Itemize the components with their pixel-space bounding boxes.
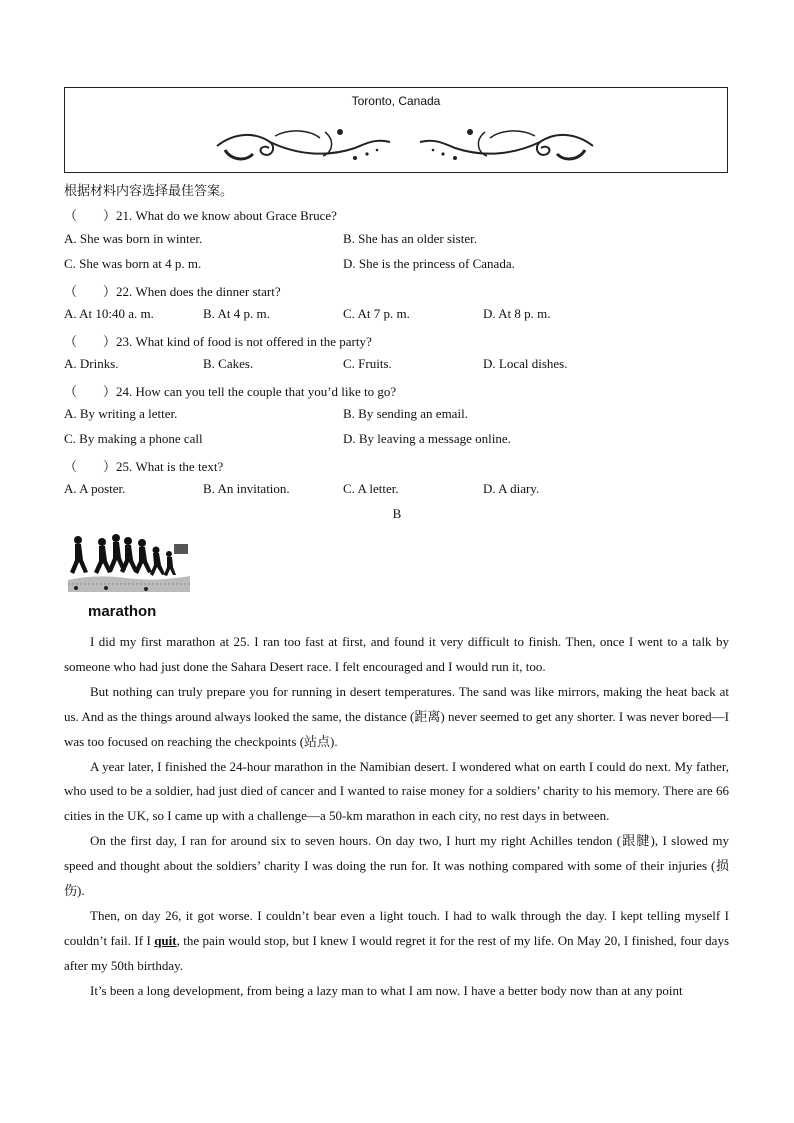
paragraph-5-part-a: Then, on day 26, it got worse. I couldn’t bear even a light touch. I had to walk through the day. I kept telling myself I couldn’t fail. If I xyxy=(64,907,729,948)
paragraph-4: On the first day, I ran for around six to seven hours. On day two, I hurt my right Achilles tendon (跟腱), I slowed my speed and thought about the soldiers’ charity I was doing the run for. It was nothing compared with some of their injuries (损伤). xyxy=(64,833,729,899)
question-23-stem: （ ）23. What kind of food is not offered in the party? xyxy=(64,334,372,349)
keyword-quit: quit xyxy=(154,932,177,948)
q22-option-a: A. At 10:40 a. m. xyxy=(64,306,154,321)
paragraph-5 xyxy=(64,904,729,979)
q23-option-c: C. Fruits. xyxy=(343,356,392,371)
paragraph-2: But nothing can truly prepare you for running in desert temperatures. The sand was like mirrors, making the heat back at us. And as the things around always looked the same, the distance (距离) never seemed to get any shorter. I was never bored—I was too focused on reaching the checkpoints (站点). xyxy=(64,683,729,749)
q23-option-b: B. Cakes. xyxy=(203,356,254,371)
q23-option-a: A. Drinks. xyxy=(64,356,119,371)
q22-option-c: C. At 7 p. m. xyxy=(343,306,410,321)
left-ornament-icon xyxy=(215,128,395,166)
q24-option-b: B. By sending an email. xyxy=(343,406,468,421)
q23-option-d: D. Local dishes. xyxy=(483,356,568,371)
question-25-stem: （ ）25. What is the text? xyxy=(64,459,224,474)
q25-option-c: C. A letter. xyxy=(343,481,399,496)
q24-option-a: A. By writing a letter. xyxy=(64,406,178,421)
q24-option-c: C. By making a phone call xyxy=(64,431,203,446)
question-21-stem: （ ）21. What do we know about Grace Bruce? xyxy=(64,208,337,223)
q25-option-d: D. A diary. xyxy=(483,481,540,496)
q25-option-b: B. An invitation. xyxy=(203,481,290,496)
question-24-stem: （ ）24. How can you tell the couple that you’d like to go? xyxy=(64,384,397,399)
marathon-runners-image xyxy=(66,530,192,596)
poster-footer-box xyxy=(64,87,728,173)
paragraph-6: It’s been a long development, from being a lazy man to what I am now. I have a better body now than at any point xyxy=(90,982,683,998)
paragraph-5-part-b: , the pain would stop, but I knew I would regret it for the rest of my life. On May 20, I finished, four days after my 50th birthday. xyxy=(64,932,729,973)
q21-option-a: A. She was born in winter. xyxy=(64,231,203,246)
location-text: Toronto, Canada xyxy=(351,94,441,108)
section-b-heading: B xyxy=(392,506,402,521)
q21-option-b: B. She has an older sister. xyxy=(343,231,477,246)
question-22-stem: （ ）22. When does the dinner start? xyxy=(64,284,281,299)
q24-option-d: D. By leaving a message online. xyxy=(343,431,511,446)
q22-option-d: D. At 8 p. m. xyxy=(483,306,551,321)
image-caption: marathon xyxy=(88,603,157,620)
passage-b xyxy=(64,630,729,1004)
instruction-text: 根据材料内容选择最佳答案。 xyxy=(64,184,234,199)
q21-option-d: D. She is the princess of Canada. xyxy=(343,256,515,271)
q22-option-b: B. At 4 p. m. xyxy=(203,306,270,321)
right-ornament-icon xyxy=(415,128,595,166)
q25-option-a: A. A poster. xyxy=(64,481,126,496)
q21-option-c: C. She was born at 4 p. m. xyxy=(64,256,202,271)
paragraph-1: I did my first marathon at 25. I ran too fast at first, and found it very difficult to finish. Then, once I went to a talk by someone who had just done the Sahara Desert race. I felt encouraged and I would run it, too. xyxy=(64,634,729,674)
paragraph-3: A year later, I finished the 24-hour marathon in the Namibian desert. I wondered what on earth I could do next. My father, who used to be a soldier, had just died of cancer and I wanted to raise money for a soldiers’ charity to his memory. There are 66 cities in the UK, so I came up with a challenge—a 50-km marathon in each city, no rest days in between. xyxy=(64,758,729,824)
